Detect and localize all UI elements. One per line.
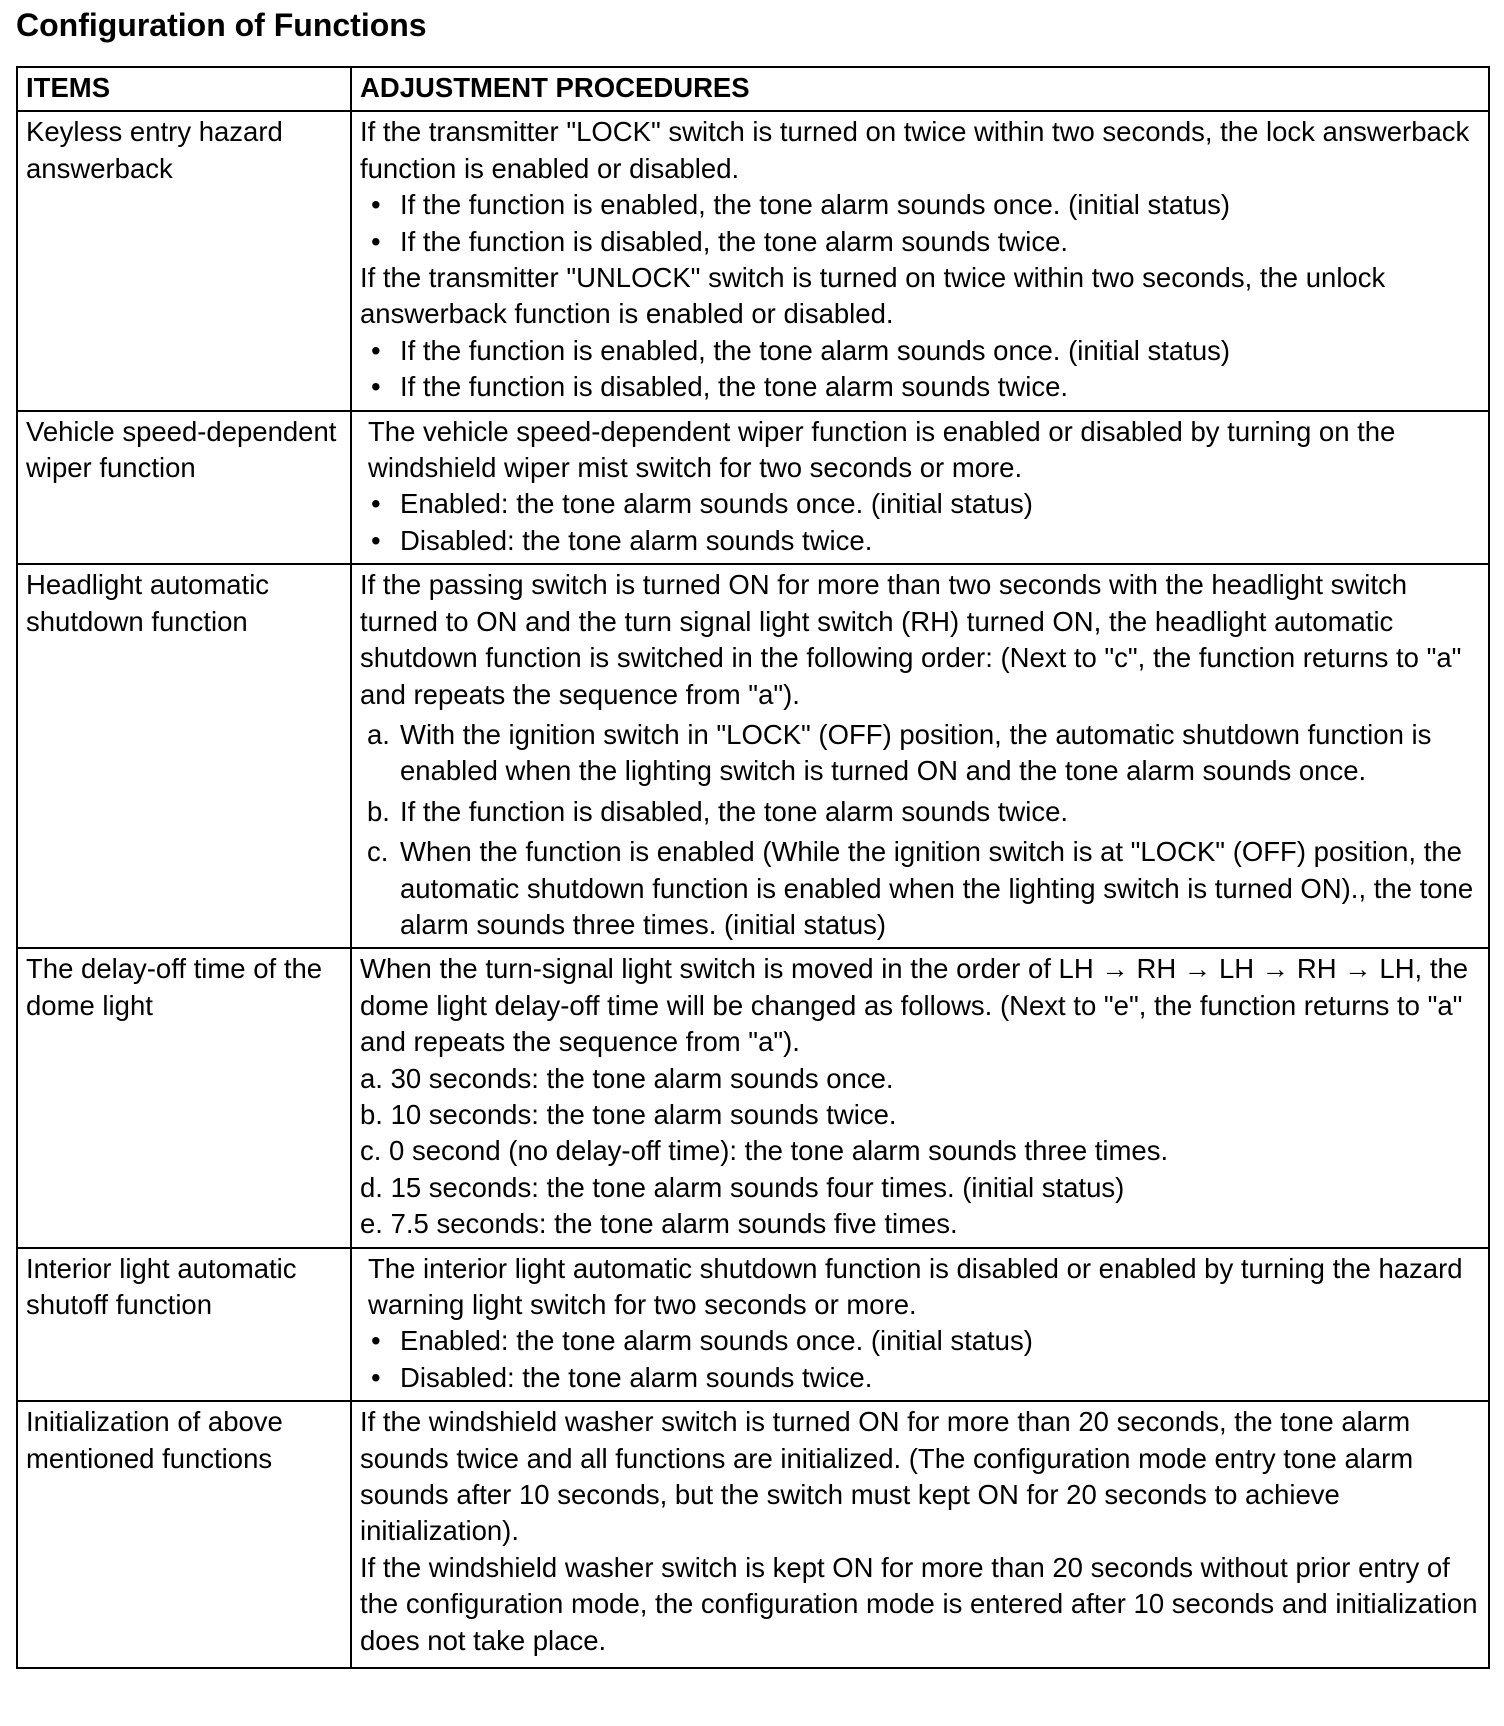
table-row [17,1401,1489,1668]
bullet-item: • If the function is disabled, the tone alarm sounds twice. [360,224,1480,260]
table-row [17,411,1489,565]
procedure-paragraph: The interior light automatic shutdown function is disabled or enabled by turning the hazard warning light switch for two seconds or more. [368,1252,1463,1320]
item-cell: Interior light automatic shutoff function [17,1248,351,1402]
procedure-paragraph: If the windshield washer switch is turned ON for more than 20 seconds, the tone alarm sounds twice and all functions are initialized. (The configuration mode entry tone alarm sounds after 10 seconds, but the switch must kept ON for 20 seconds to achieve initialization). [360,1406,1414,1547]
table-row [17,948,1489,1247]
table-row [17,1248,1489,1402]
table-header-row [17,67,1489,111]
list-marker: c. [367,836,389,868]
table-row [17,111,1489,410]
item-cell: Initialization of above mentioned functions [17,1401,351,1668]
item-cell: Headlight automatic shutdown function [17,564,351,948]
ordered-list-item [360,717,1480,790]
page-title: Configuration of Functions [16,7,427,43]
list-marker: b. [367,795,390,827]
ordered-list-item [360,834,1480,943]
column-header-items: ITEMS [17,67,351,111]
procedure-cell [351,411,1489,565]
table-row [17,564,1489,948]
procedure-cell [351,564,1489,948]
list-item: b. 10 seconds: the tone alarm sounds twice. [360,1098,897,1130]
item-cell: Keyless entry hazard answerback [17,111,351,410]
procedure-paragraph: When the turn-signal light switch is moved in the order of LH → RH → LH → RH → LH, the dome light delay-off time will be changed as follows. (Next to "e", the function returns to "a" and repeats the sequence from "a"). [360,953,1469,1058]
list-item: a. 30 seconds: the tone alarm sounds once. [360,1062,894,1094]
procedure-cell [351,1401,1489,1668]
list-item-text: If the function is disabled, the tone alarm sounds twice. [400,795,1069,827]
procedure-paragraph: The vehicle speed-dependent wiper function is enabled or disabled by turning on the windshield wiper mist switch for two seconds or more. [368,415,1396,484]
bullet-item: • If the function is enabled, the tone alarm sounds once. (initial status) [360,187,1480,223]
list-marker: a. [367,718,390,750]
procedure-paragraph: If the transmitter "UNLOCK" switch is turned on twice within two seconds, the unlock answerback function is enabled or disabled. [360,262,1386,330]
list-item-text: With the ignition switch in "LOCK" (OFF) position, the automatic shutdown function is enabled when the lighting switch is turned ON and the tone alarm sounds once. [400,718,1432,787]
bullet-item: • Disabled: the tone alarm sounds twice. [360,1360,1480,1396]
procedure-paragraph: If the passing switch is turned ON for more than two seconds with the headlight switch turned to ON and the turn signal light switch (RH) turned ON, the headlight automatic shutdown function is switched in the following order: (Next to "c", the function returns to "a" and repeats the sequence from "a"). [360,569,1462,710]
list-item: e. 7.5 seconds: the tone alarm sounds five times. [360,1208,958,1240]
item-cell: The delay-off time of the dome light [17,948,351,1247]
column-header-adjustment-procedures: ADJUSTMENT PROCEDURES [351,67,1489,111]
bullet-item: • Enabled: the tone alarm sounds once. (initial status) [360,1323,1480,1359]
item-cell: Vehicle speed-dependent wiper function [17,411,351,565]
list-item-text: When the function is enabled (While the ignition switch is at "LOCK" (OFF) position, the automatic shutdown function is enabled when the lighting switch is turned ON)., the tone alarm sounds three times. (initial status) [400,836,1474,940]
bullet-item: • Enabled: the tone alarm sounds once. (initial status) [360,486,1480,522]
bullet-item: • Disabled: the tone alarm sounds twice. [360,523,1480,559]
procedure-cell [351,948,1489,1247]
list-item: c. 0 second (no delay-off time): the tone alarm sounds three times. [360,1135,1169,1167]
list-item: d. 15 seconds: the tone alarm sounds four times. (initial status) [360,1171,1125,1203]
ordered-list-item [360,794,1480,830]
procedure-paragraph: If the transmitter "LOCK" switch is turned on twice within two seconds, the lock answerback function is enabled or disabled. [360,116,1470,184]
configuration-table [16,66,1490,1669]
procedure-cell [351,1248,1489,1402]
bullet-item: • If the function is disabled, the tone alarm sounds twice. [360,369,1480,405]
bullet-item: • If the function is enabled, the tone alarm sounds once. (initial status) [360,333,1480,369]
procedure-paragraph: If the windshield washer switch is kept ON for more than 20 seconds without prior entry of the configuration mode, the configuration mode is entered after 10 seconds and initialization does not take place. [360,1551,1478,1656]
procedure-cell [351,111,1489,410]
